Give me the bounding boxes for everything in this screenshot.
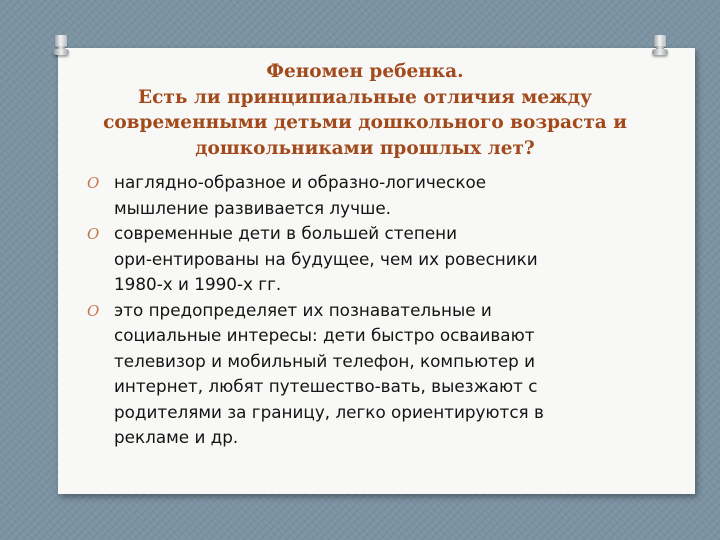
bullet-marker-icon: O — [87, 174, 100, 192]
title-line: дошкольниками прошлых лет? — [195, 137, 535, 159]
bullet-line: социальные интересы: дети быстро осваивают — [114, 325, 535, 345]
bullet-line: ори-ентированы на будущее, чем их ровесники — [114, 248, 538, 269]
bullet-marker-icon: O — [87, 225, 100, 243]
bullet-line: наглядно-образное и образно-логическое — [114, 172, 487, 192]
title-line: современными детьми дошкольного возраста и — [103, 112, 627, 133]
thumbtack-icon — [652, 35, 668, 57]
bullet-line: 1980-х и 1990-х гг. — [114, 274, 282, 294]
list-item — [0, 170, 720, 221]
slide-title — [100, 59, 630, 161]
list-item — [0, 298, 720, 451]
thumbtack-icon — [53, 35, 69, 57]
bullet-line: это предопределяет их познавательные и — [114, 299, 492, 320]
bullet-line: телевизор и мобильный телефон, компьютер и — [114, 350, 536, 371]
bullet-line: современные дети в большей степени — [114, 223, 458, 243]
bullet-list — [0, 170, 720, 451]
bullet-marker-icon: O — [87, 301, 100, 320]
title-line: Есть ли принципиальные отличия между — [138, 86, 592, 108]
bullet-line: мышление развивается лучше. — [114, 197, 392, 218]
bullet-line: рекламе и др. — [114, 427, 239, 447]
bullet-line: интернет, любят путешество-вать, выезжают с — [114, 376, 538, 396]
bullet-line: родителями за границу, легко ориентируются в — [114, 401, 544, 422]
title-line: Феномен ребенка. — [266, 61, 464, 82]
list-item — [0, 221, 720, 298]
